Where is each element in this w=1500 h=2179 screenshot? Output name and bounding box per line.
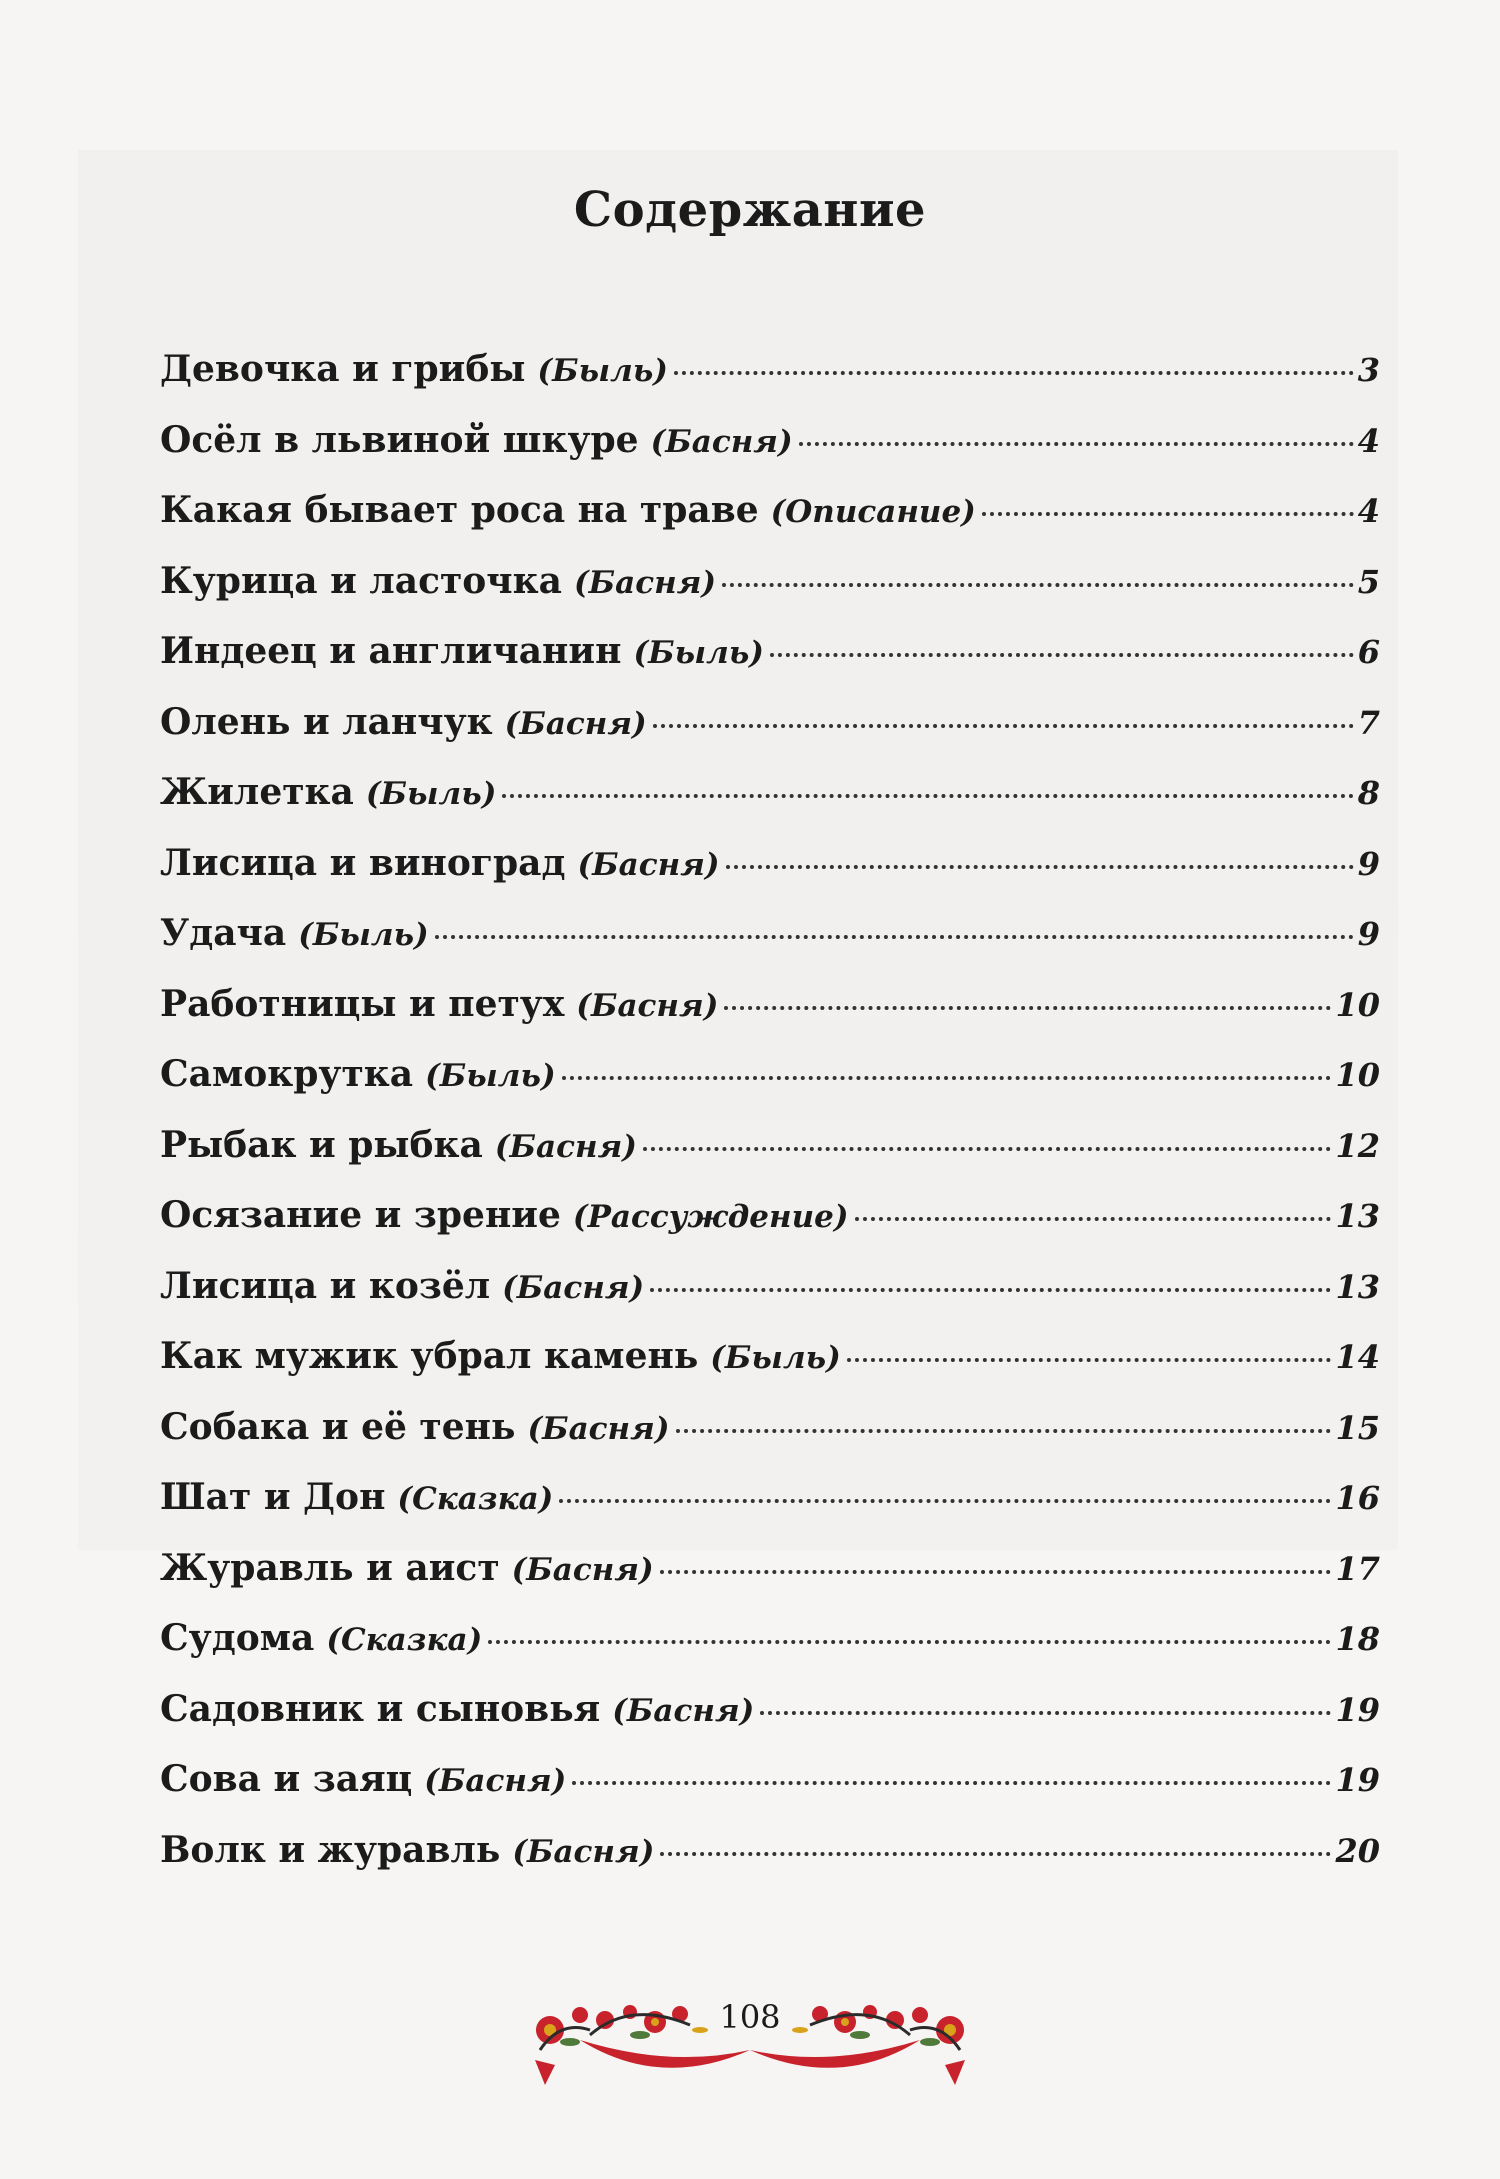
dot-leader xyxy=(650,1288,1331,1292)
toc-entry xyxy=(160,1406,1380,1477)
toc-entry xyxy=(160,701,1380,772)
entry-page-number: 18 xyxy=(1335,1620,1380,1658)
toc-entry xyxy=(160,771,1380,842)
dot-leader xyxy=(559,1499,1331,1503)
entry-page-number: 9 xyxy=(1357,844,1380,883)
entry-page-number: 20 xyxy=(1335,1831,1380,1870)
entry-title: Волк и журавль xyxy=(160,1828,501,1871)
entry-genre: (Басня) xyxy=(573,564,717,601)
entry-title: Работницы и петух xyxy=(160,982,565,1025)
entry-page-number: 8 xyxy=(1357,774,1380,812)
entry-page-number: 5 xyxy=(1357,562,1380,601)
entry-title: Лисица и виноград xyxy=(160,841,566,884)
entry-genre: (Описание) xyxy=(770,494,976,530)
entry-title: Рыбак и рыбка xyxy=(160,1123,483,1166)
page-number: 108 xyxy=(719,1998,781,2036)
toc-entry xyxy=(160,912,1380,983)
entry-genre: (Рассуждение) xyxy=(572,1199,849,1235)
ribbon-left-icon xyxy=(580,2040,750,2068)
entry-page-number: 4 xyxy=(1357,492,1380,530)
entry-genre: (Басня) xyxy=(511,1551,654,1588)
dot-leader xyxy=(488,1640,1331,1644)
dot-leader xyxy=(562,1076,1332,1080)
entry-page-number: 9 xyxy=(1357,915,1380,953)
dot-leader xyxy=(643,1147,1332,1151)
toc-entry xyxy=(160,1758,1380,1829)
entry-page-number: 10 xyxy=(1335,985,1380,1024)
dot-leader xyxy=(502,794,1353,798)
entry-genre: (Басня) xyxy=(612,1692,755,1729)
entry-title: Лисица и козёл xyxy=(160,1264,491,1307)
dot-leader xyxy=(676,1429,1332,1433)
toc-entry xyxy=(160,1053,1380,1124)
entry-page-number: 12 xyxy=(1335,1126,1380,1165)
dot-leader xyxy=(660,1570,1332,1574)
entry-title: Курица и ласточка xyxy=(160,559,562,602)
entry-page-number: 3 xyxy=(1357,351,1380,389)
dot-leader xyxy=(653,724,1354,728)
entry-genre: (Басня) xyxy=(494,1128,637,1165)
entry-page-number: 4 xyxy=(1357,421,1380,460)
toc-entry xyxy=(160,630,1380,701)
entry-title: Жилетка xyxy=(160,771,354,813)
entry-title: Удача xyxy=(160,912,287,954)
toc-entry xyxy=(160,842,1380,913)
entry-page-number: 19 xyxy=(1335,1761,1380,1799)
entry-title: Садовник и сыновья xyxy=(160,1687,601,1730)
entry-genre: (Быль) xyxy=(425,1058,556,1094)
entry-title: Самокрутка xyxy=(160,1053,414,1095)
page-title: Содержание xyxy=(573,182,927,239)
dot-leader xyxy=(799,442,1354,446)
entry-genre: (Басня) xyxy=(424,1763,567,1799)
toc-entry xyxy=(160,1617,1380,1688)
entry-genre: (Басня) xyxy=(527,1410,670,1447)
entry-page-number: 17 xyxy=(1335,1549,1380,1588)
toc-entry xyxy=(160,1829,1380,1900)
entry-title: Как мужик убрал камень xyxy=(160,1335,699,1377)
dot-leader xyxy=(674,371,1354,375)
entry-title: Девочка и грибы xyxy=(160,348,526,390)
ribbon-right-icon xyxy=(750,2040,920,2068)
entry-page-number: 10 xyxy=(1335,1056,1380,1094)
entry-page-number: 7 xyxy=(1357,703,1380,742)
toc-entry xyxy=(160,419,1380,490)
entry-title: Олень и ланчук xyxy=(160,700,493,743)
toc-entry xyxy=(160,983,1380,1054)
entry-title: Какая бывает роса на траве xyxy=(160,489,759,531)
dot-leader xyxy=(726,865,1354,869)
entry-genre: (Быль) xyxy=(710,1340,841,1376)
entry-title: Собака и её тень xyxy=(160,1405,516,1448)
entry-genre: (Быль) xyxy=(298,917,429,953)
entry-page-number: 16 xyxy=(1335,1479,1380,1517)
dot-leader xyxy=(855,1217,1332,1221)
dot-leader xyxy=(435,935,1354,939)
entry-genre: (Сказка) xyxy=(397,1481,554,1517)
dot-leader xyxy=(770,653,1354,657)
toc-entry xyxy=(160,348,1380,419)
entry-page-number: 14 xyxy=(1335,1338,1380,1376)
entry-title: Индеец и англичанин xyxy=(160,630,622,672)
entry-page-number: 15 xyxy=(1335,1408,1380,1447)
entry-genre: (Басня) xyxy=(502,1269,645,1306)
entry-genre: (Быль) xyxy=(365,776,497,812)
toc-entry xyxy=(160,1335,1380,1406)
page-footer-ornament xyxy=(520,1990,980,2100)
entry-genre: (Сказка) xyxy=(326,1622,483,1658)
toc-entry xyxy=(160,1265,1380,1336)
entry-page-number: 6 xyxy=(1357,633,1380,671)
entry-genre: (Басня) xyxy=(577,846,720,883)
toc-entry xyxy=(160,1194,1380,1265)
toc-entry xyxy=(160,489,1380,560)
entry-title: Осёл в львиной шкуре xyxy=(160,418,639,461)
entry-page-number: 19 xyxy=(1335,1690,1380,1729)
entry-title: Сова и заяц xyxy=(160,1758,413,1800)
entry-page-number: 13 xyxy=(1335,1267,1380,1306)
toc-entry xyxy=(160,1688,1380,1759)
entry-genre: (Басня) xyxy=(576,987,719,1024)
entry-title: Судома xyxy=(160,1617,315,1659)
entry-title: Шат и Дон xyxy=(160,1476,386,1518)
toc-entry xyxy=(160,1476,1380,1547)
dot-leader xyxy=(847,1358,1332,1362)
entry-title: Осязание и зрение xyxy=(160,1194,561,1236)
table-of-contents xyxy=(160,348,1380,1899)
dot-leader xyxy=(572,1781,1331,1785)
entry-genre: (Быль) xyxy=(537,353,668,389)
dot-leader xyxy=(760,1711,1331,1715)
entry-genre: (Быль) xyxy=(633,635,764,671)
dot-leader xyxy=(724,1006,1331,1010)
toc-entry xyxy=(160,560,1380,631)
toc-entry xyxy=(160,1124,1380,1195)
dot-leader xyxy=(722,583,1354,587)
entry-genre: (Басня) xyxy=(512,1833,655,1870)
dot-leader xyxy=(660,1852,1331,1856)
entry-genre: (Басня) xyxy=(650,423,793,460)
entry-genre: (Басня) xyxy=(504,705,647,742)
entry-page-number: 13 xyxy=(1335,1197,1380,1235)
toc-entry xyxy=(160,1547,1380,1618)
entry-title: Журавль и аист xyxy=(160,1546,500,1589)
dot-leader xyxy=(982,512,1354,516)
